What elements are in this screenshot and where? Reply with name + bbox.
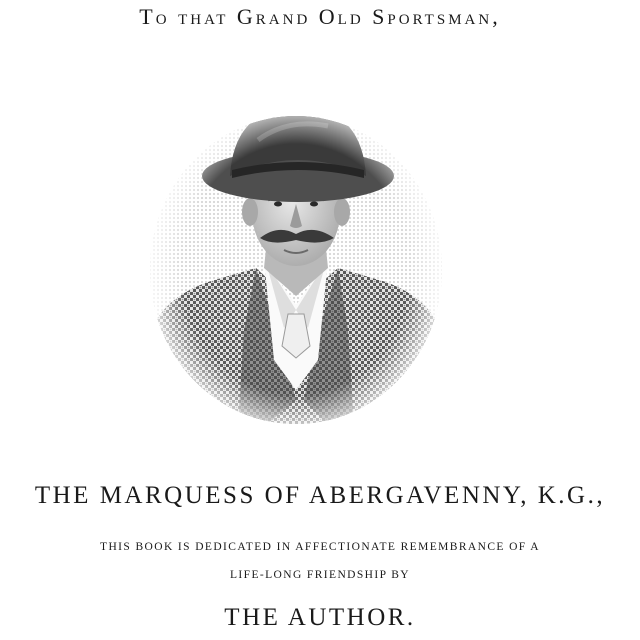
dedication-text-line: THIS BOOK IS DEDICATED IN AFFECTIONATE REMEMBRANCE OF A — [100, 541, 540, 553]
honoree-name: THE MARQUESS OF ABERGAVENNY, K.G., — [34, 482, 606, 509]
author-signature: THE AUTHOR. — [224, 604, 416, 631]
dedication-text-line: LIFE-LONG FRIENDSHIP BY — [230, 569, 410, 581]
portrait-photograph — [148, 100, 444, 425]
dedication-heading: To that Grand Old Sportsman, — [139, 4, 501, 29]
